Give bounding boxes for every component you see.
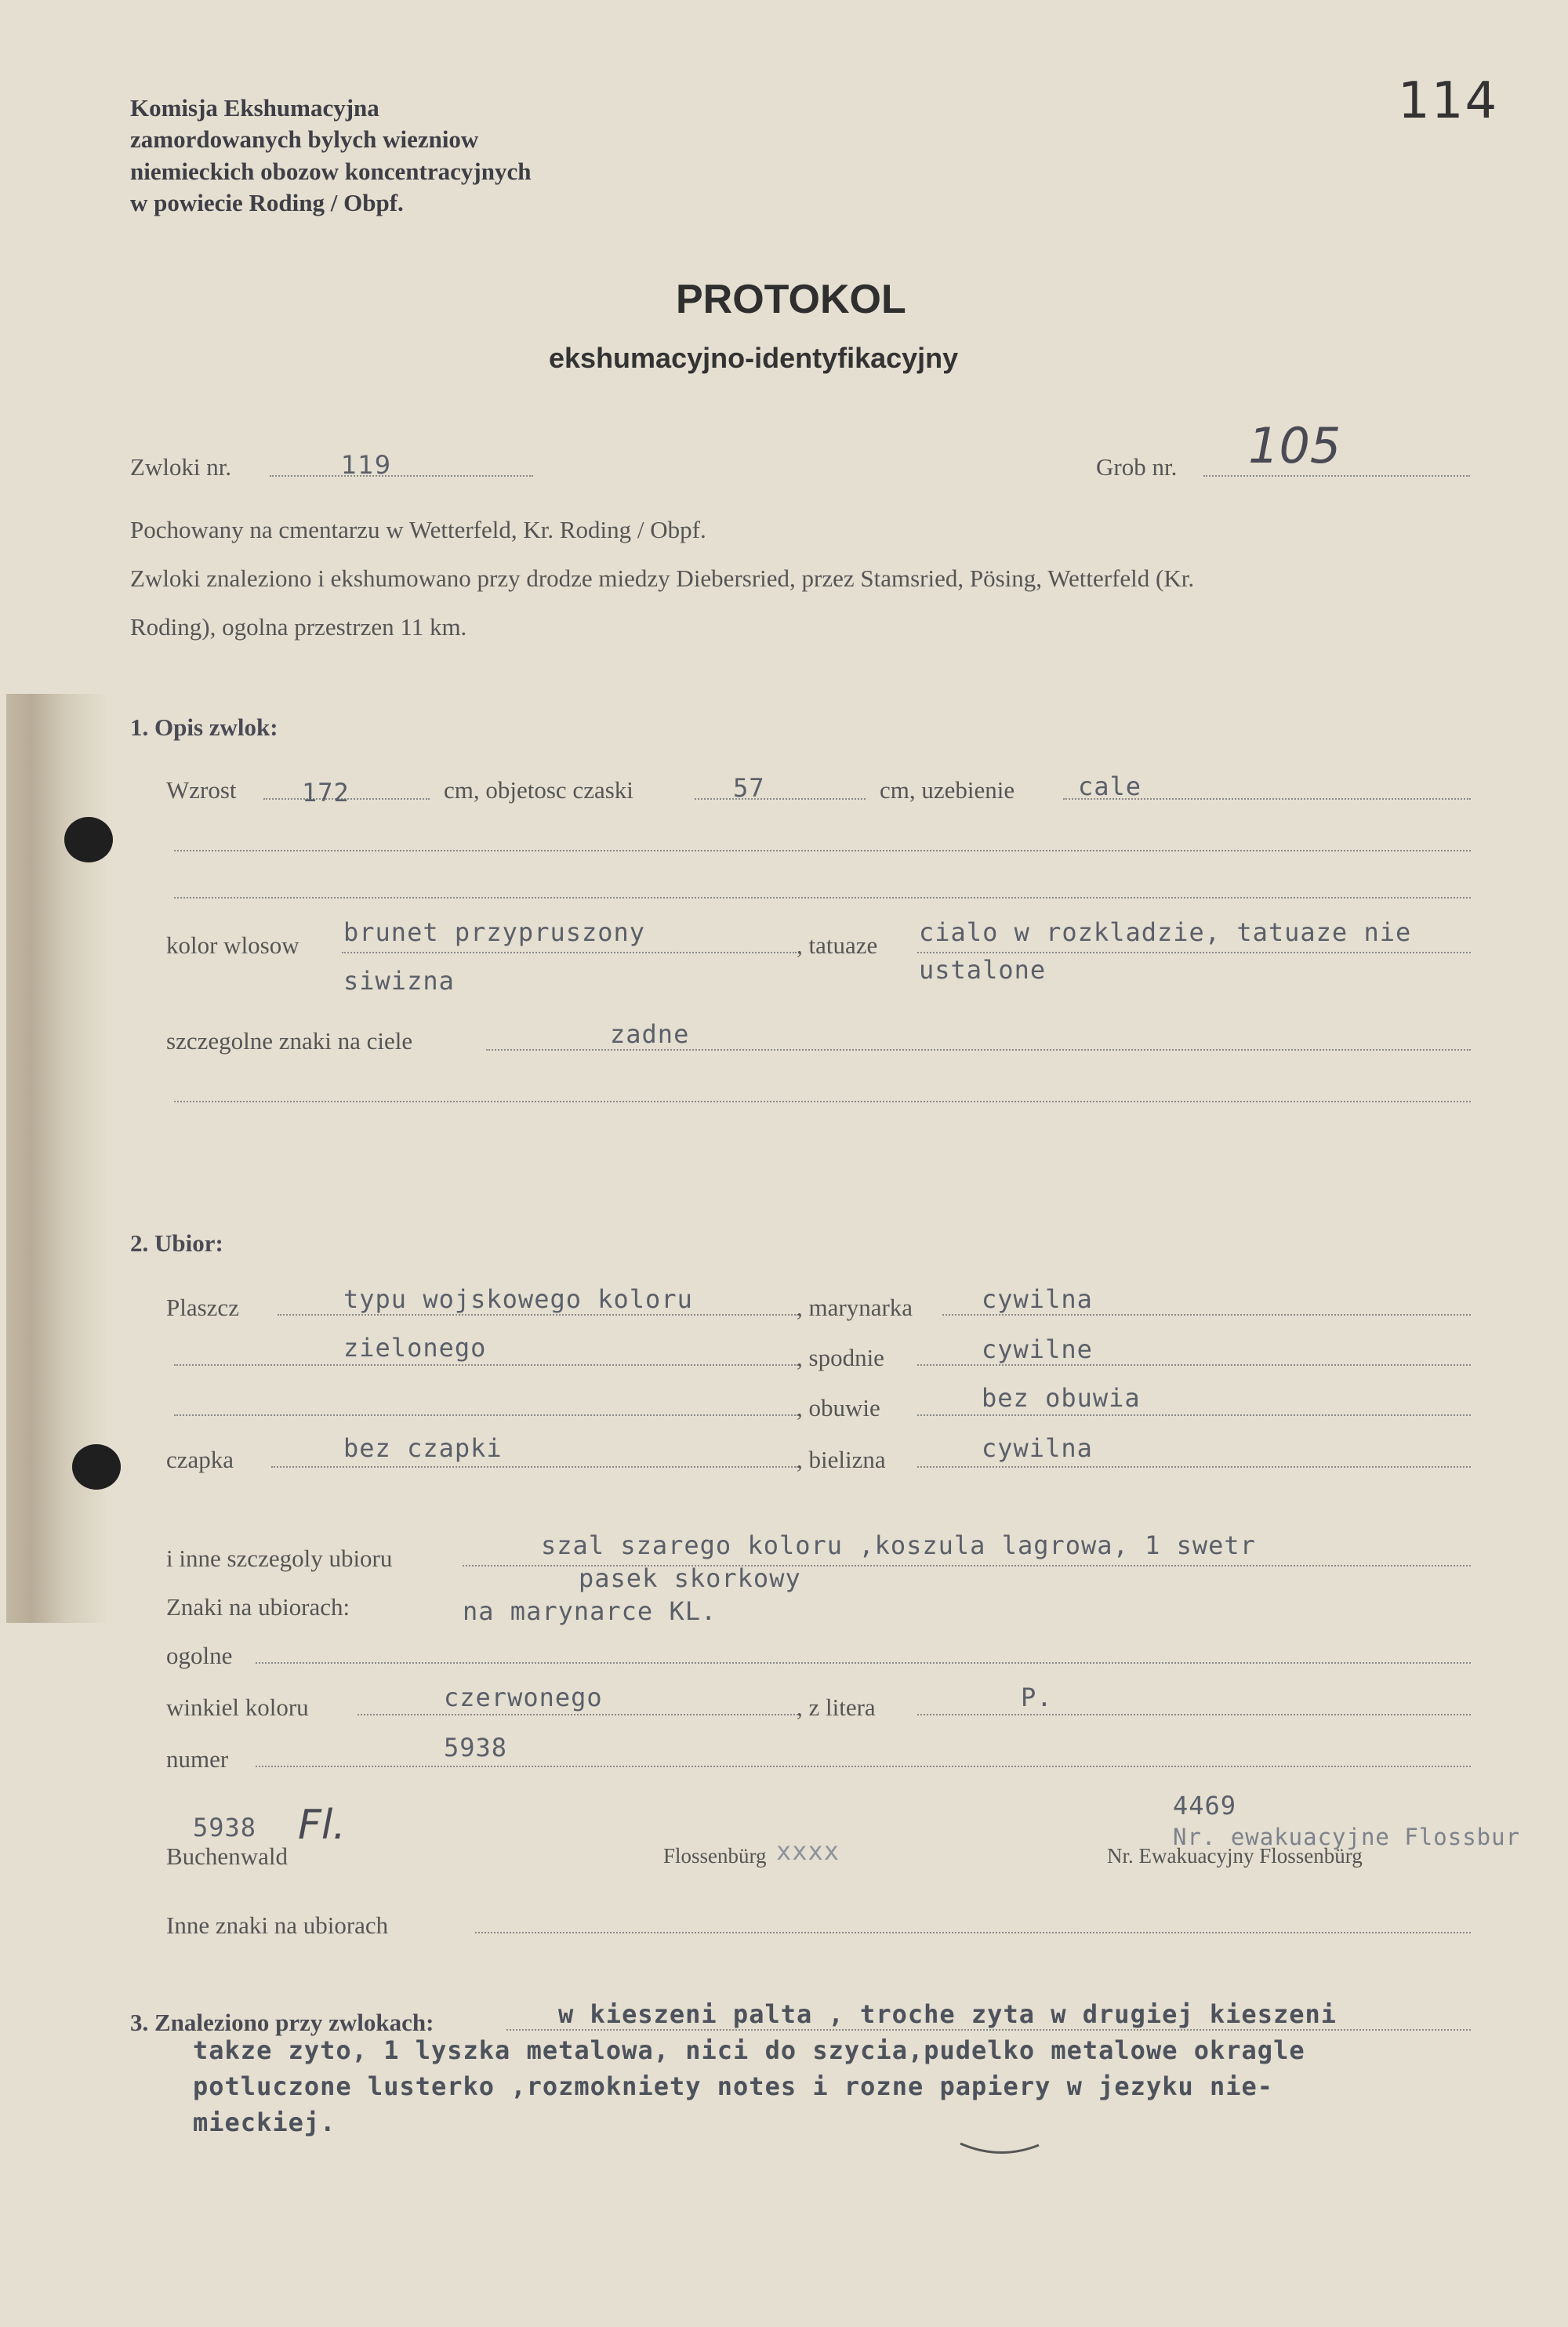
flossenburg-label: Flossenbürg xyxy=(663,1844,767,1868)
kolor-value-2: siwizna xyxy=(343,966,455,996)
flossenburg-value: xxxx xyxy=(776,1836,840,1866)
plaszcz-label: Plaszcz xyxy=(166,1294,239,1321)
marynarka-value: cywilna xyxy=(982,1284,1093,1314)
litera-value: P. xyxy=(1021,1683,1053,1712)
section1-heading: 1. Opis zwlok: xyxy=(130,713,278,741)
document-subtitle: ekshumacyjno-identyfikacyjny xyxy=(549,342,959,374)
tatuaze-label: , tatuaze xyxy=(797,931,878,959)
header-line: w powiecie Roding / Obpf. xyxy=(130,188,404,216)
punch-hole-bottom xyxy=(72,1444,121,1490)
zwloki-value: 119 xyxy=(341,450,392,480)
section3-heading: 3. Znaleziono przy zwlokach: xyxy=(130,2009,434,2036)
cm-czaska-label: cm, objetosc czaski xyxy=(444,776,633,804)
header-line: Komisja Ekshumacyjna xyxy=(130,94,379,122)
nr-ewak-typed: Nr. ewakuacyjne Flossbur xyxy=(1173,1824,1521,1850)
grob-value: 105 xyxy=(1248,417,1341,474)
czapka-label: czapka xyxy=(166,1446,234,1473)
kolor-label: kolor wlosow xyxy=(166,931,299,959)
inne-znaki-label: Inne znaki na ubiorach xyxy=(166,1911,389,1939)
ogolne-label: ogolne xyxy=(166,1642,233,1669)
znaki-ubiorach-value: na marynarce KL. xyxy=(463,1596,717,1626)
plaszcz-value-2: zielonego xyxy=(343,1333,487,1363)
obuwie-label: , obuwie xyxy=(797,1394,880,1421)
czaska-value: 57 xyxy=(733,773,765,803)
spodnie-label: , spodnie xyxy=(797,1344,884,1371)
tatuaze-value: cialo w rozkladzie, tatuaze nie xyxy=(919,917,1412,947)
header-line: niemieckich obozow koncentracyjnych xyxy=(130,157,532,185)
obuwie-value: bez obuwia xyxy=(982,1383,1141,1413)
findings-line: potluczone lusterko ,rozmokniety notes i rozne papiery w jezyku nie- xyxy=(193,2071,1274,2101)
tatuaze-value-2: ustalone xyxy=(919,955,1047,985)
wzrost-label: Wzrost xyxy=(166,776,237,804)
spodnie-value: cywilne xyxy=(982,1334,1093,1364)
grob-label: Grob nr. xyxy=(1096,453,1178,481)
winkiel-value: czerwonego xyxy=(444,1683,603,1712)
findings-line: mieckiej. xyxy=(193,2107,336,2137)
zwloki-label: Zwloki nr. xyxy=(130,453,232,481)
buchenwald-label: Buchenwald xyxy=(166,1842,288,1870)
wzrost-value: 172 xyxy=(302,778,350,808)
kolor-value: brunet przypruszony xyxy=(343,917,646,947)
inne-szczegoly-label: i inne szczegoly ubioru xyxy=(166,1545,393,1572)
marynarka-label: , marynarka xyxy=(797,1294,913,1321)
end-mark xyxy=(956,2137,1043,2161)
czapka-value: bez czapki xyxy=(343,1433,503,1463)
document-title: PROTOKOL xyxy=(676,277,906,322)
findings-line: w kieszeni palta , troche zyta w drugiej kieszeni xyxy=(558,1999,1338,2029)
header-line: zamordowanych bylych wiezniow xyxy=(130,125,479,154)
findings-line: takze zyto, 1 lyszka metalowa, nici do szycia,pudelko metalowe okragle xyxy=(193,2035,1305,2065)
szczegolne-znaki-value: zadne xyxy=(610,1019,690,1049)
inne-szczegoly-value: szal szarego koloru ,koszula lagrowa, 1 swetr xyxy=(541,1530,1256,1560)
inne-szczegoly-value-2: pasek skorkowy xyxy=(579,1563,801,1593)
bielizna-value: cywilna xyxy=(982,1433,1093,1463)
intro-line: Zwloki znaleziono i ekshumowano przy drodze miedzy Diebersried, przez Stamsried, Pösing, Wetterfeld (Kr. xyxy=(130,565,1195,592)
numer-value: 5938 xyxy=(444,1733,508,1762)
litera-label: , z litera xyxy=(797,1694,876,1721)
uzebienie-value: cale xyxy=(1078,771,1142,801)
numer-label: numer xyxy=(166,1745,229,1773)
punch-hole-top xyxy=(64,817,113,862)
plaszcz-value: typu wojskowego koloru xyxy=(343,1284,693,1314)
page-number: 114 xyxy=(1398,72,1499,130)
nr-ewak-label: Nr. Ewakuacyjny Flossenbürg xyxy=(1107,1844,1363,1868)
commission-header xyxy=(130,93,531,219)
buchenwald-value: 5938 xyxy=(193,1813,257,1842)
szczegolne-znaki-label: szczegolne znaki na ciele xyxy=(166,1027,413,1055)
buchenwald-handwritten: Fl. xyxy=(298,1802,346,1849)
cm-uzebienie-label: cm, uzebienie xyxy=(880,776,1015,804)
nr-ewak-value: 4469 xyxy=(1173,1791,1237,1821)
znaki-ubiorach-label: Znaki na ubiorach: xyxy=(166,1593,350,1621)
section2-heading: 2. Ubior: xyxy=(130,1229,223,1257)
intro-line: Roding), ogolna przestrzen 11 km. xyxy=(130,613,467,641)
bielizna-label: , bielizna xyxy=(797,1446,886,1473)
winkiel-label: winkiel koloru xyxy=(166,1694,309,1721)
intro-line: Pochowany na cmentarzu w Wetterfeld, Kr. Roding / Obpf. xyxy=(130,516,706,543)
